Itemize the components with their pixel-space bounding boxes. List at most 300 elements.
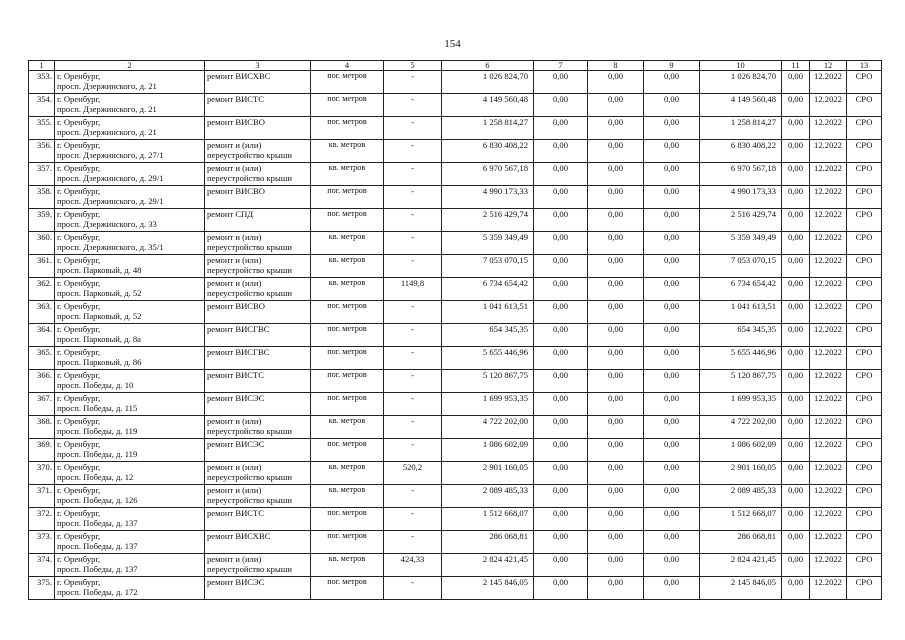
method-cell: СРО <box>847 278 882 301</box>
page-number: 154 <box>444 38 461 50</box>
quantity-cell: - <box>384 209 442 232</box>
address-city: г. Оренбург, <box>57 232 101 242</box>
col8-cell: 0,00 <box>588 232 644 255</box>
row-number: 360. <box>29 232 55 255</box>
quantity-cell: - <box>384 347 442 370</box>
work-type-line2: переустройство крыши <box>207 173 292 183</box>
row-number: 369. <box>29 439 55 462</box>
total-cost-cell: 6 734 654,42 <box>442 278 534 301</box>
address-cell <box>55 278 205 301</box>
col9-cell: 0,00 <box>644 163 700 186</box>
col8-cell: 0,00 <box>588 347 644 370</box>
unit-cell: пог. метров <box>311 577 384 600</box>
col10-cell: 4 990 173,33 <box>700 186 782 209</box>
col8-cell: 0,00 <box>588 301 644 324</box>
table-row <box>29 485 882 508</box>
address-cell <box>55 94 205 117</box>
address-street: просп. Победы, д. 137 <box>57 564 138 574</box>
address-city: г. Оренбург, <box>57 462 101 472</box>
date-cell: 12.2022 <box>810 71 847 94</box>
work-type-line1: ремонт ВИСГВС <box>207 324 270 334</box>
table-row <box>29 140 882 163</box>
work-type-line2: переустройство крыши <box>207 564 292 574</box>
col10-cell: 2 145 846,05 <box>700 577 782 600</box>
col7-cell: 0,00 <box>534 393 588 416</box>
total-cost-cell: 2 824 421,45 <box>442 554 534 577</box>
date-cell: 12.2022 <box>810 347 847 370</box>
method-cell: СРО <box>847 232 882 255</box>
date-cell: 12.2022 <box>810 163 847 186</box>
method-cell: СРО <box>847 209 882 232</box>
column-header-3: 3 <box>205 61 311 71</box>
quantity-cell: - <box>384 393 442 416</box>
work-type-line1: ремонт и (или) <box>207 462 262 472</box>
col11-cell: 0,00 <box>782 301 810 324</box>
work-type-cell <box>205 140 311 163</box>
total-cost-cell: 5 359 349,49 <box>442 232 534 255</box>
col8-cell: 0,00 <box>588 71 644 94</box>
date-cell: 12.2022 <box>810 485 847 508</box>
address-city: г. Оренбург, <box>57 278 101 288</box>
work-type-line1: ремонт и (или) <box>207 255 262 265</box>
col7-cell: 0,00 <box>534 186 588 209</box>
table-row <box>29 232 882 255</box>
table-row <box>29 531 882 554</box>
total-cost-cell: 6 970 567,18 <box>442 163 534 186</box>
quantity-cell: - <box>384 232 442 255</box>
quantity-cell: - <box>384 531 442 554</box>
work-type-line1: ремонт и (или) <box>207 554 262 564</box>
date-cell: 12.2022 <box>810 140 847 163</box>
quantity-cell: - <box>384 577 442 600</box>
column-header-5: 5 <box>384 61 442 71</box>
col11-cell: 0,00 <box>782 439 810 462</box>
address-street: просп. Победы, д. 137 <box>57 541 138 551</box>
date-cell: 12.2022 <box>810 554 847 577</box>
col7-cell: 0,00 <box>534 278 588 301</box>
method-cell: СРО <box>847 94 882 117</box>
work-type-line2: переустройство крыши <box>207 472 292 482</box>
col7-cell: 0,00 <box>534 577 588 600</box>
table-row <box>29 347 882 370</box>
col11-cell: 0,00 <box>782 278 810 301</box>
total-cost-cell: 4 722 202,00 <box>442 416 534 439</box>
row-number: 364. <box>29 324 55 347</box>
quantity-cell: - <box>384 186 442 209</box>
table-row <box>29 508 882 531</box>
total-cost-cell: 6 830 408,22 <box>442 140 534 163</box>
unit-cell: пог. метров <box>311 439 384 462</box>
col7-cell: 0,00 <box>534 370 588 393</box>
quantity-cell: - <box>384 301 442 324</box>
col11-cell: 0,00 <box>782 577 810 600</box>
method-cell: СРО <box>847 140 882 163</box>
unit-cell: кв. метров <box>311 278 384 301</box>
total-cost-cell: 1 026 824,70 <box>442 71 534 94</box>
address-street: просп. Дзержинского, д. 21 <box>57 81 157 91</box>
work-type-cell <box>205 439 311 462</box>
work-type-cell <box>205 255 311 278</box>
address-street: просп. Победы, д. 10 <box>57 380 134 390</box>
work-type-cell <box>205 577 311 600</box>
table-row <box>29 439 882 462</box>
work-type-cell <box>205 71 311 94</box>
address-street: просп. Парковый, д. 48 <box>57 265 142 275</box>
work-type-line1: ремонт и (или) <box>207 163 262 173</box>
method-cell: СРО <box>847 117 882 140</box>
address-cell <box>55 232 205 255</box>
address-cell <box>55 117 205 140</box>
col8-cell: 0,00 <box>588 531 644 554</box>
unit-cell: пог. метров <box>311 508 384 531</box>
col10-cell: 4 722 202,00 <box>700 416 782 439</box>
quantity-cell: - <box>384 117 442 140</box>
address-cell <box>55 462 205 485</box>
address-street: просп. Победы, д. 119 <box>57 426 138 436</box>
address-street: просп. Победы, д. 126 <box>57 495 138 505</box>
col9-cell: 0,00 <box>644 485 700 508</box>
col11-cell: 0,00 <box>782 370 810 393</box>
address-street: просп. Победы, д. 137 <box>57 518 138 528</box>
col8-cell: 0,00 <box>588 554 644 577</box>
address-cell <box>55 531 205 554</box>
work-type-cell <box>205 186 311 209</box>
col10-cell: 5 120 867,75 <box>700 370 782 393</box>
total-cost-cell: 654 345,35 <box>442 324 534 347</box>
total-cost-cell: 2 089 485,33 <box>442 485 534 508</box>
table-row <box>29 209 882 232</box>
work-type-line1: ремонт ВИСВО <box>207 186 265 196</box>
table-row <box>29 370 882 393</box>
quantity-cell: - <box>384 416 442 439</box>
table-row <box>29 462 882 485</box>
work-type-line1: ремонт ВИСЭС <box>207 439 265 449</box>
method-cell: СРО <box>847 324 882 347</box>
col10-cell: 654 345,35 <box>700 324 782 347</box>
col9-cell: 0,00 <box>644 117 700 140</box>
col9-cell: 0,00 <box>644 278 700 301</box>
address-city: г. Оренбург, <box>57 393 101 403</box>
method-cell: СРО <box>847 577 882 600</box>
unit-cell: кв. метров <box>311 416 384 439</box>
address-cell <box>55 324 205 347</box>
col7-cell: 0,00 <box>534 347 588 370</box>
work-type-cell <box>205 508 311 531</box>
work-type-line1: ремонт и (или) <box>207 140 262 150</box>
col9-cell: 0,00 <box>644 209 700 232</box>
work-type-line2: переустройство крыши <box>207 426 292 436</box>
address-city: г. Оренбург, <box>57 416 101 426</box>
col9-cell: 0,00 <box>644 71 700 94</box>
col11-cell: 0,00 <box>782 71 810 94</box>
total-cost-cell: 5 120 867,75 <box>442 370 534 393</box>
col7-cell: 0,00 <box>534 140 588 163</box>
address-city: г. Оренбург, <box>57 255 101 265</box>
row-number: 372. <box>29 508 55 531</box>
col11-cell: 0,00 <box>782 508 810 531</box>
total-cost-cell: 1 512 668,07 <box>442 508 534 531</box>
address-street: просп. Победы, д. 119 <box>57 449 138 459</box>
col7-cell: 0,00 <box>534 485 588 508</box>
work-type-line2: переустройство крыши <box>207 495 292 505</box>
work-type-cell <box>205 485 311 508</box>
work-type-line1: ремонт ВИСТС <box>207 508 265 518</box>
col11-cell: 0,00 <box>782 531 810 554</box>
col10-cell: 1 026 824,70 <box>700 71 782 94</box>
col11-cell: 0,00 <box>782 324 810 347</box>
address-city: г. Оренбург, <box>57 186 101 196</box>
date-cell: 12.2022 <box>810 278 847 301</box>
address-cell <box>55 140 205 163</box>
method-cell: СРО <box>847 508 882 531</box>
work-type-line1: ремонт ВИСВО <box>207 301 265 311</box>
unit-cell: пог. метров <box>311 531 384 554</box>
address-cell <box>55 209 205 232</box>
col9-cell: 0,00 <box>644 508 700 531</box>
address-cell <box>55 71 205 94</box>
address-city: г. Оренбург, <box>57 163 101 173</box>
table-row <box>29 301 882 324</box>
col8-cell: 0,00 <box>588 163 644 186</box>
address-street: просп. Дзержинского, д. 21 <box>57 104 157 114</box>
col10-cell: 5 359 349,49 <box>700 232 782 255</box>
work-type-cell <box>205 301 311 324</box>
method-cell: СРО <box>847 186 882 209</box>
col9-cell: 0,00 <box>644 462 700 485</box>
date-cell: 12.2022 <box>810 462 847 485</box>
quantity-cell: - <box>384 94 442 117</box>
total-cost-cell: 1 086 602,09 <box>442 439 534 462</box>
work-type-line1: ремонт и (или) <box>207 485 262 495</box>
date-cell: 12.2022 <box>810 117 847 140</box>
row-number: 356. <box>29 140 55 163</box>
col9-cell: 0,00 <box>644 439 700 462</box>
col11-cell: 0,00 <box>782 140 810 163</box>
col9-cell: 0,00 <box>644 531 700 554</box>
address-city: г. Оренбург, <box>57 439 101 449</box>
address-street: просп. Дзержинского, д. 35/1 <box>57 242 164 252</box>
address-city: г. Оренбург, <box>57 209 101 219</box>
col7-cell: 0,00 <box>534 416 588 439</box>
unit-cell: кв. метров <box>311 485 384 508</box>
address-street: просп. Победы, д. 12 <box>57 472 134 482</box>
address-city: г. Оренбург, <box>57 554 101 564</box>
col11-cell: 0,00 <box>782 94 810 117</box>
work-type-line1: ремонт ВИСХВС <box>207 531 271 541</box>
unit-cell: пог. метров <box>311 117 384 140</box>
quantity-cell: - <box>384 439 442 462</box>
total-cost-cell: 2 901 160,05 <box>442 462 534 485</box>
quantity-cell: - <box>384 71 442 94</box>
unit-cell: пог. метров <box>311 370 384 393</box>
address-cell <box>55 301 205 324</box>
work-type-cell <box>205 393 311 416</box>
col11-cell: 0,00 <box>782 485 810 508</box>
work-type-line1: ремонт ВИСТС <box>207 94 265 104</box>
work-type-cell <box>205 209 311 232</box>
col10-cell: 5 655 446,96 <box>700 347 782 370</box>
address-cell <box>55 393 205 416</box>
col8-cell: 0,00 <box>588 94 644 117</box>
date-cell: 12.2022 <box>810 416 847 439</box>
method-cell: СРО <box>847 71 882 94</box>
method-cell: СРО <box>847 531 882 554</box>
address-city: г. Оренбург, <box>57 71 101 81</box>
col11-cell: 0,00 <box>782 163 810 186</box>
col9-cell: 0,00 <box>644 416 700 439</box>
table-row <box>29 577 882 600</box>
row-number: 371. <box>29 485 55 508</box>
col7-cell: 0,00 <box>534 324 588 347</box>
quantity-cell: - <box>384 140 442 163</box>
address-cell <box>55 186 205 209</box>
col10-cell: 6 734 654,42 <box>700 278 782 301</box>
col7-cell: 0,00 <box>534 71 588 94</box>
unit-cell: кв. метров <box>311 462 384 485</box>
work-type-cell <box>205 278 311 301</box>
address-street: просп. Победы, д. 172 <box>57 587 138 597</box>
table-row <box>29 416 882 439</box>
table-row <box>29 278 882 301</box>
col9-cell: 0,00 <box>644 301 700 324</box>
address-cell <box>55 439 205 462</box>
col9-cell: 0,00 <box>644 347 700 370</box>
method-cell: СРО <box>847 416 882 439</box>
total-cost-cell: 286 068,81 <box>442 531 534 554</box>
work-type-cell <box>205 347 311 370</box>
method-cell: СРО <box>847 301 882 324</box>
row-number: 367. <box>29 393 55 416</box>
col10-cell: 1 086 602,09 <box>700 439 782 462</box>
total-cost-cell: 7 053 070,15 <box>442 255 534 278</box>
row-number: 353. <box>29 71 55 94</box>
col8-cell: 0,00 <box>588 393 644 416</box>
quantity-cell: 520,2 <box>384 462 442 485</box>
col10-cell: 2 901 160,05 <box>700 462 782 485</box>
address-city: г. Оренбург, <box>57 485 101 495</box>
work-type-cell <box>205 554 311 577</box>
unit-cell: пог. метров <box>311 186 384 209</box>
method-cell: СРО <box>847 255 882 278</box>
col7-cell: 0,00 <box>534 209 588 232</box>
row-number: 373. <box>29 531 55 554</box>
column-header-13: 13 <box>847 61 882 71</box>
work-type-line2: переустройство крыши <box>207 288 292 298</box>
quantity-cell: - <box>384 370 442 393</box>
address-city: г. Оренбург, <box>57 577 101 587</box>
date-cell: 12.2022 <box>810 301 847 324</box>
col8-cell: 0,00 <box>588 140 644 163</box>
work-type-cell <box>205 416 311 439</box>
unit-cell: кв. метров <box>311 232 384 255</box>
date-cell: 12.2022 <box>810 577 847 600</box>
work-type-line2: переустройство крыши <box>207 150 292 160</box>
col10-cell: 6 970 567,18 <box>700 163 782 186</box>
address-street: просп. Парковый, д. 86 <box>57 357 142 367</box>
row-number: 354. <box>29 94 55 117</box>
address-cell <box>55 163 205 186</box>
work-type-cell <box>205 462 311 485</box>
row-number: 370. <box>29 462 55 485</box>
table-row <box>29 255 882 278</box>
row-number: 359. <box>29 209 55 232</box>
col11-cell: 0,00 <box>782 255 810 278</box>
table-row <box>29 393 882 416</box>
table-row <box>29 554 882 577</box>
address-city: г. Оренбург, <box>57 370 101 380</box>
total-cost-cell: 1 258 814,27 <box>442 117 534 140</box>
col9-cell: 0,00 <box>644 186 700 209</box>
row-number: 363. <box>29 301 55 324</box>
date-cell: 12.2022 <box>810 324 847 347</box>
address-city: г. Оренбург, <box>57 324 101 334</box>
address-street: просп. Победы, д. 115 <box>57 403 138 413</box>
address-cell <box>55 577 205 600</box>
total-cost-cell: 1 041 613,51 <box>442 301 534 324</box>
unit-cell: пог. метров <box>311 347 384 370</box>
unit-cell: пог. метров <box>311 324 384 347</box>
col7-cell: 0,00 <box>534 232 588 255</box>
method-cell: СРО <box>847 462 882 485</box>
col7-cell: 0,00 <box>534 554 588 577</box>
quantity-cell: - <box>384 324 442 347</box>
table-row <box>29 94 882 117</box>
col9-cell: 0,00 <box>644 554 700 577</box>
col9-cell: 0,00 <box>644 94 700 117</box>
address-street: просп. Дзержинского, д. 27/1 <box>57 150 164 160</box>
address-street: просп. Парковый, д. 52 <box>57 288 142 298</box>
col9-cell: 0,00 <box>644 577 700 600</box>
work-type-line1: ремонт и (или) <box>207 278 262 288</box>
date-cell: 12.2022 <box>810 209 847 232</box>
row-number: 355. <box>29 117 55 140</box>
address-street: просп. Дзержинского, д. 33 <box>57 219 157 229</box>
work-type-cell <box>205 531 311 554</box>
table-row <box>29 71 882 94</box>
col8-cell: 0,00 <box>588 278 644 301</box>
unit-cell: пог. метров <box>311 94 384 117</box>
work-type-line1: ремонт ВИСВО <box>207 117 265 127</box>
work-type-cell <box>205 117 311 140</box>
col8-cell: 0,00 <box>588 508 644 531</box>
address-city: г. Оренбург, <box>57 117 101 127</box>
col10-cell: 286 068,81 <box>700 531 782 554</box>
address-city: г. Оренбург, <box>57 301 101 311</box>
row-number: 374. <box>29 554 55 577</box>
col10-cell: 1 258 814,27 <box>700 117 782 140</box>
total-cost-cell: 2 145 846,05 <box>442 577 534 600</box>
col8-cell: 0,00 <box>588 117 644 140</box>
unit-cell: пог. метров <box>311 209 384 232</box>
col10-cell: 7 053 070,15 <box>700 255 782 278</box>
column-header-9: 9 <box>644 61 700 71</box>
row-number: 366. <box>29 370 55 393</box>
unit-cell: пог. метров <box>311 393 384 416</box>
work-type-line2: переустройство крыши <box>207 242 292 252</box>
column-header-7: 7 <box>534 61 588 71</box>
col11-cell: 0,00 <box>782 117 810 140</box>
work-type-line1: ремонт и (или) <box>207 232 262 242</box>
total-cost-cell: 4 149 560,48 <box>442 94 534 117</box>
method-cell: СРО <box>847 163 882 186</box>
col7-cell: 0,00 <box>534 117 588 140</box>
col7-cell: 0,00 <box>534 94 588 117</box>
address-cell <box>55 255 205 278</box>
col11-cell: 0,00 <box>782 209 810 232</box>
date-cell: 12.2022 <box>810 186 847 209</box>
column-header-10: 10 <box>700 61 782 71</box>
date-cell: 12.2022 <box>810 531 847 554</box>
